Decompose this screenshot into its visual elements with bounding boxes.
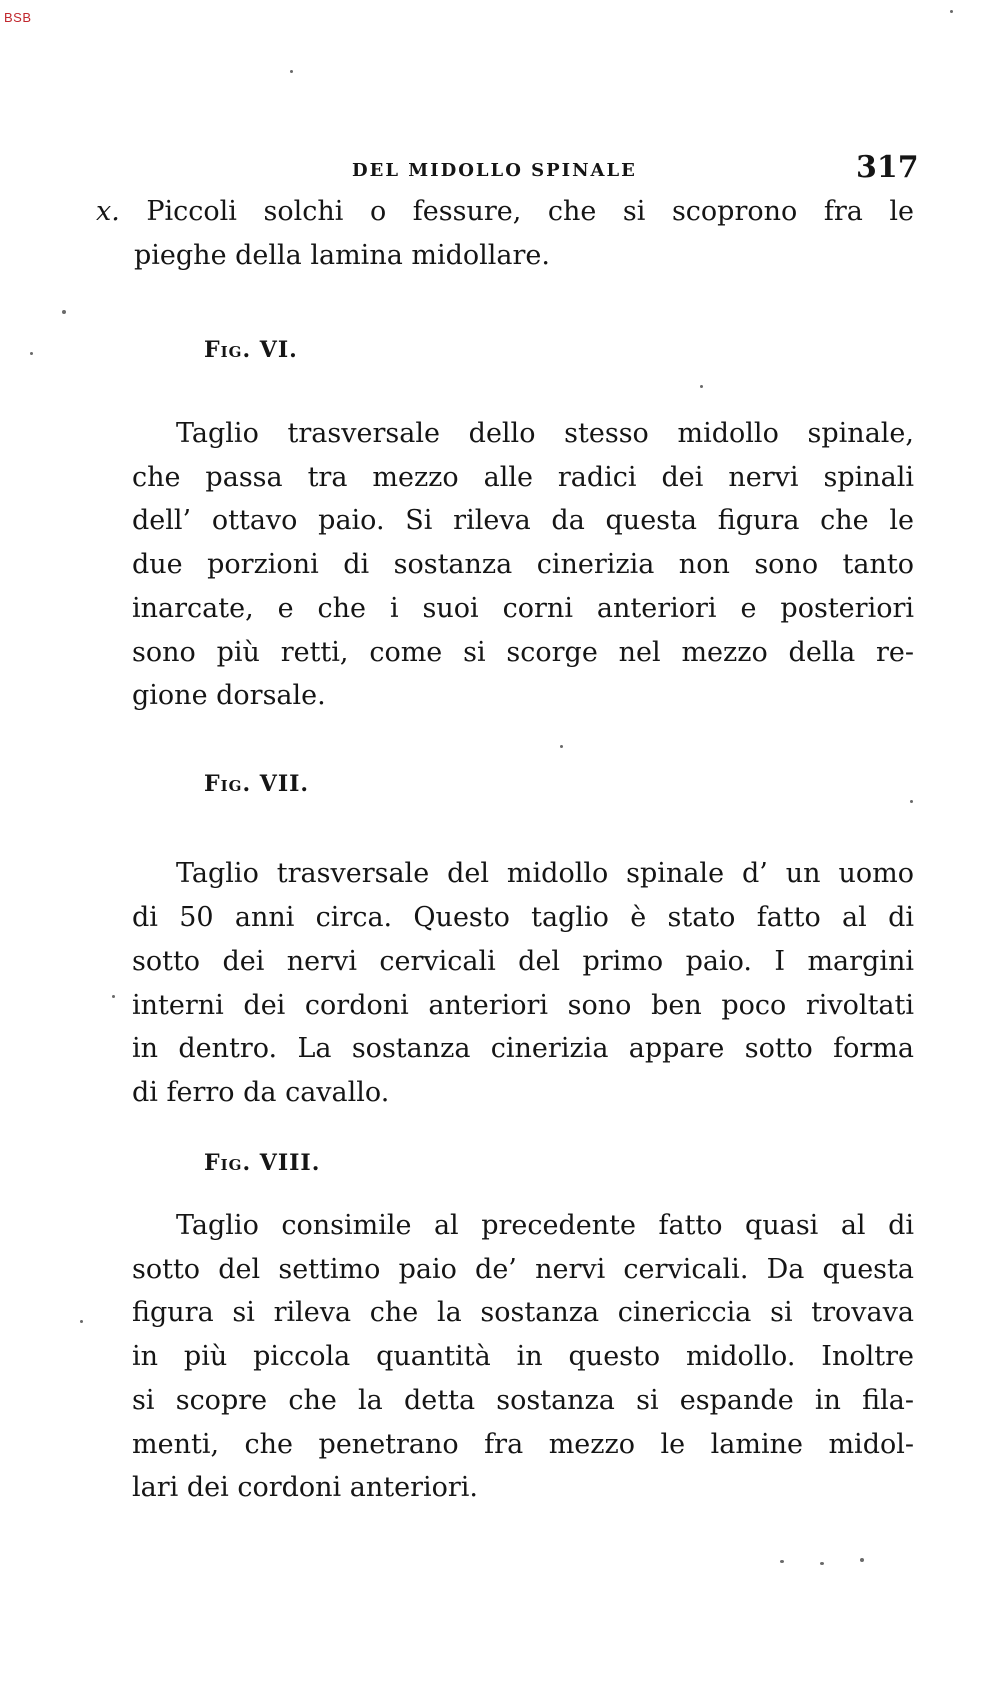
bleed-speck bbox=[910, 800, 913, 803]
bleed-speck bbox=[112, 995, 115, 998]
fig-viii-line-4: in più piccola quantità in questo midollo. Inoltre bbox=[132, 1341, 914, 1372]
library-watermark: BSB bbox=[4, 10, 32, 25]
bleed-speck bbox=[290, 70, 293, 73]
fig-viii-line-7: lari dei cordoni anteriori. bbox=[132, 1472, 479, 1503]
bleed-speck bbox=[780, 1560, 784, 1563]
figure-heading-viii: Fig. VIII. bbox=[204, 1150, 321, 1176]
page-number: 317 bbox=[856, 150, 919, 185]
bleed-speck bbox=[62, 310, 66, 314]
fig-viii-line-3: figura si rileva che la sostanza cinericcia si trovava bbox=[132, 1297, 914, 1328]
bleed-speck bbox=[30, 352, 33, 355]
fig-vi-line-1: Taglio trasversale dello stesso midollo spinale, bbox=[176, 418, 914, 449]
fig-viii-line-5: si scopre che la detta sostanza si espande in fila- bbox=[132, 1385, 914, 1416]
fig-vi-line-6: sono più retti, come si scorge nel mezzo della re- bbox=[132, 637, 914, 668]
fig-viii-line-1: Taglio consimile al precedente fatto quasi al di bbox=[176, 1210, 914, 1241]
fig-vii-line-4: interni dei cordoni anteriori sono ben poco rivoltati bbox=[132, 990, 914, 1021]
fig-viii-line-2: sotto del settimo paio de’ nervi cervicali. Da questa bbox=[132, 1254, 914, 1285]
figure-heading-vi: Fig. VI. bbox=[204, 337, 298, 363]
fig-vi-line-5: inarcate, e che i suoi corni anteriori e posteriori bbox=[132, 593, 914, 624]
item-x-line-1 bbox=[96, 196, 914, 228]
running-head: DEL MIDOLLO SPINALE bbox=[352, 160, 637, 181]
bleed-speck bbox=[560, 745, 563, 748]
fig-vii-line-1: Taglio trasversale del midollo spinale d’ un uomo bbox=[176, 858, 914, 889]
fig-vii-line-2: di 50 anni circa. Questo taglio è stato fatto al di bbox=[132, 902, 914, 933]
item-x-label: x. bbox=[96, 196, 120, 227]
fig-vi-line-3: dell’ ottavo paio. Si rileva da questa figura che le bbox=[132, 505, 914, 536]
bleed-speck bbox=[860, 1558, 864, 1562]
figure-heading-vii: Fig. VII. bbox=[204, 771, 310, 797]
bleed-speck bbox=[950, 10, 953, 13]
item-x-line-2: pieghe della lamina midollare. bbox=[134, 240, 550, 271]
fig-vi-line-2: che passa tra mezzo alle radici dei nervi spinali bbox=[132, 462, 914, 493]
fig-vi-line-4: due porzioni di sostanza cinerizia non sono tanto bbox=[132, 549, 914, 580]
fig-vi-line-7: gione dorsale. bbox=[132, 680, 326, 711]
fig-vii-line-6: di ferro da cavallo. bbox=[132, 1077, 390, 1108]
bleed-speck bbox=[700, 385, 703, 388]
bleed-speck bbox=[820, 1562, 824, 1565]
fig-viii-line-6: menti, che penetrano fra mezzo le lamine midol- bbox=[132, 1429, 914, 1460]
fig-vii-line-3: sotto dei nervi cervicali del primo paio. I margini bbox=[132, 946, 914, 977]
bleed-speck bbox=[80, 1320, 83, 1323]
item-x-text: Piccoli solchi o fessure, che si scoprono fra le bbox=[146, 196, 914, 227]
fig-vii-line-5: in dentro. La sostanza cinerizia appare sotto forma bbox=[132, 1033, 914, 1064]
